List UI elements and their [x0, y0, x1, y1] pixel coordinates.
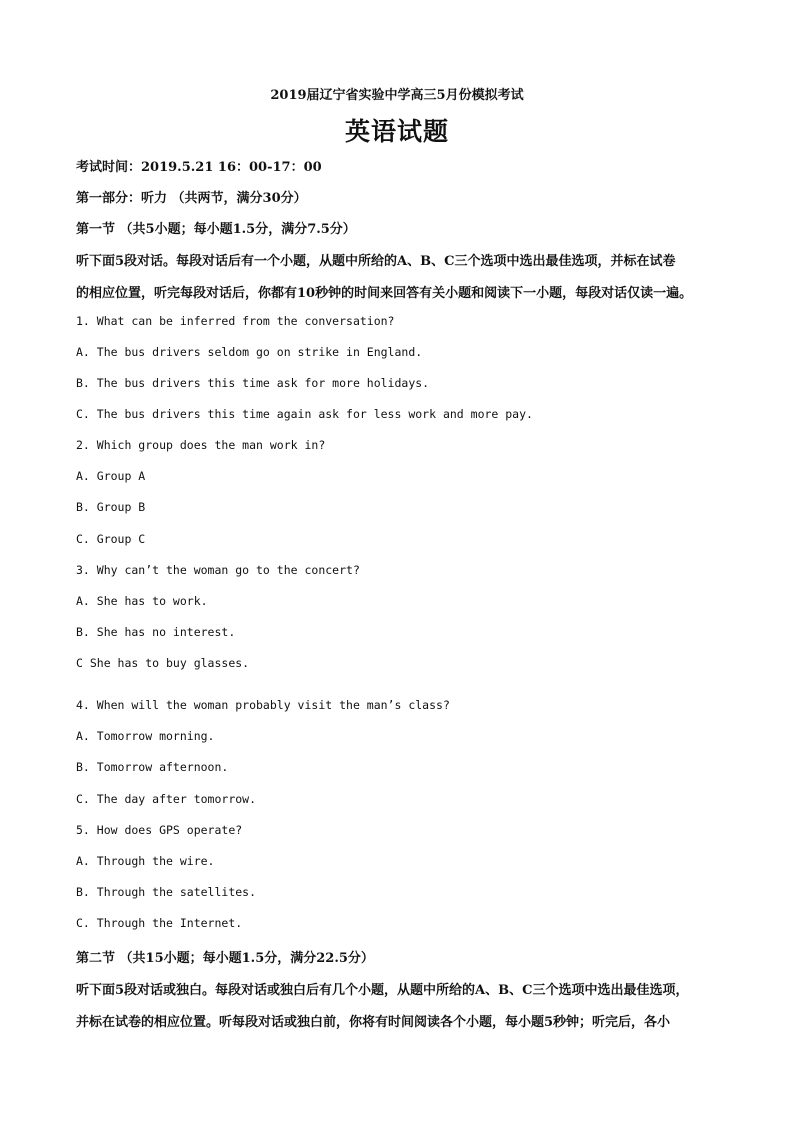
question-3-stem: 3. Why can’t the woman go to the concert?	[76, 563, 360, 577]
question-2-option-b: B. Group B	[76, 500, 146, 514]
section1-instruction-line2: 的相应位置，听完每段对话后，你都有10秒钟的时间来回答有关小题和阅读下一小题，每段对话仅读一遍。	[76, 286, 693, 301]
question-1-option-a: A. The bus drivers seldom go on strike in England.	[76, 345, 423, 359]
section1-title: 第一节 （共5小题；每小题1.5分，满分7.5分）	[76, 222, 356, 237]
section2-instruction-line2: 并标在试卷的相应位置。听每段对话或独白前，你将有时间阅读各个小题，每小题5秒钟；听完后，各小	[76, 1015, 671, 1030]
subject-title: 英语试题	[344, 117, 449, 146]
question-4-option-b: B. Tomorrow afternoon.	[76, 760, 229, 774]
section2-instruction-line1: 听下面5段对话或独白。每段对话或独白后有几个小题，从题中所给的A、B、C三个选项中选出最佳选项，	[76, 983, 689, 998]
question-3-option-b: B. She has no interest.	[76, 625, 236, 639]
exam-time: 考试时间：2019.5.21 16：00-17：00	[76, 160, 322, 175]
section1-instruction-line1: 听下面5段对话。每段对话后有一个小题，从题中所给的A、B、C三个选项中选出最佳选项，并标在试卷	[76, 254, 676, 269]
question-3-option-c: C She has to buy glasses.	[76, 656, 250, 670]
question-4-stem: 4. When will the woman probably visit the man’s class?	[76, 698, 450, 712]
question-2-option-c: C. Group C	[76, 532, 146, 546]
exam-title: 2019届辽宁省实验中学高三5月份模拟考试	[270, 88, 524, 103]
question-5-stem: 5. How does GPS operate?	[76, 823, 243, 837]
part1-title: 第一部分：听力 （共两节，满分30分）	[76, 191, 307, 206]
question-1-option-c: C. The bus drivers this time again ask for less work and more pay.	[76, 407, 533, 421]
question-5-option-a: A. Through the wire.	[76, 854, 215, 868]
question-2-option-a: A. Group A	[76, 469, 146, 483]
question-1-option-b: B. The bus drivers this time ask for more holidays.	[76, 376, 430, 390]
question-5-option-b: B. Through the satellites.	[76, 885, 257, 899]
question-5-option-c: C. Through the Internet.	[76, 916, 243, 930]
question-1-stem: 1. What can be inferred from the conversation?	[76, 314, 395, 328]
question-4-option-a: A. Tomorrow morning.	[76, 729, 215, 743]
question-2-stem: 2. Which group does the man work in?	[76, 438, 326, 452]
question-4-option-c: C. The day after tomorrow.	[76, 792, 257, 806]
question-3-option-a: A. She has to work.	[76, 594, 208, 608]
section2-title: 第二节 （共15小题；每小题1.5分，满分22.5分）	[76, 951, 374, 966]
